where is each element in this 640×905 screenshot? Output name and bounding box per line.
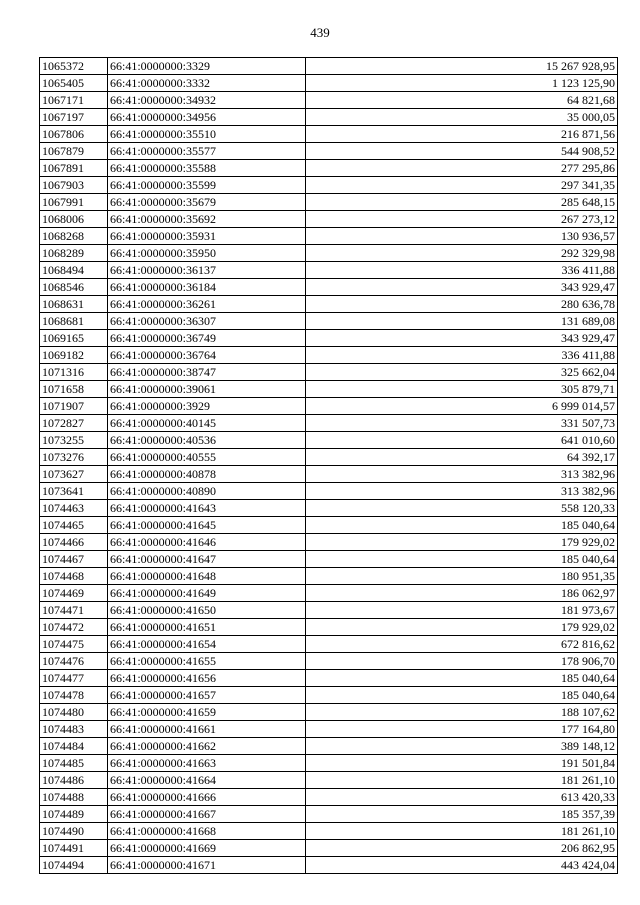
table-row [40, 738, 618, 755]
cadastral-number-cell: 66:41:0000000:40536 [108, 432, 306, 449]
cadastral-number-cell: 66:41:0000000:41656 [108, 670, 306, 687]
value-cell: 558 120,33 [306, 500, 618, 517]
table-row [40, 789, 618, 806]
row-id-cell: 1074467 [40, 551, 108, 568]
value-cell: 131 689,08 [306, 313, 618, 330]
cadastral-number-cell: 66:41:0000000:41671 [108, 857, 306, 874]
table-row [40, 347, 618, 364]
table-row [40, 670, 618, 687]
row-id-cell: 1072827 [40, 415, 108, 432]
row-id-cell: 1074484 [40, 738, 108, 755]
value-cell: 186 062,97 [306, 585, 618, 602]
value-cell: 267 273,12 [306, 211, 618, 228]
cadastral-number-cell: 66:41:0000000:41668 [108, 823, 306, 840]
table-row [40, 228, 618, 245]
row-id-cell: 1074465 [40, 517, 108, 534]
row-id-cell: 1074466 [40, 534, 108, 551]
row-id-cell: 1074463 [40, 500, 108, 517]
table-row [40, 602, 618, 619]
value-cell: 185 040,64 [306, 670, 618, 687]
row-id-cell: 1071316 [40, 364, 108, 381]
value-cell: 6 999 014,57 [306, 398, 618, 415]
table-row [40, 500, 618, 517]
table-row [40, 721, 618, 738]
table-row [40, 398, 618, 415]
value-cell: 185 357,39 [306, 806, 618, 823]
row-id-cell: 1069182 [40, 347, 108, 364]
table-row [40, 245, 618, 262]
value-cell: 280 636,78 [306, 296, 618, 313]
value-cell: 130 936,57 [306, 228, 618, 245]
cadastral-number-cell: 66:41:0000000:41657 [108, 687, 306, 704]
cadastral-number-cell: 66:41:0000000:35599 [108, 177, 306, 194]
page-number: 439 [310, 25, 330, 40]
row-id-cell: 1067991 [40, 194, 108, 211]
cadastral-number-cell: 66:41:0000000:35588 [108, 160, 306, 177]
row-id-cell: 1074475 [40, 636, 108, 653]
cadastral-number-cell: 66:41:0000000:41662 [108, 738, 306, 755]
table-row [40, 755, 618, 772]
cadastral-number-cell: 66:41:0000000:36184 [108, 279, 306, 296]
table-row [40, 636, 618, 653]
table-row [40, 534, 618, 551]
row-id-cell: 1071907 [40, 398, 108, 415]
table-row [40, 92, 618, 109]
cadastral-number-cell: 66:41:0000000:36749 [108, 330, 306, 347]
value-cell: 177 164,80 [306, 721, 618, 738]
cadastral-number-cell: 66:41:0000000:41647 [108, 551, 306, 568]
cadastral-number-cell: 66:41:0000000:41643 [108, 500, 306, 517]
cadastral-value-table [39, 57, 618, 874]
row-id-cell: 1067891 [40, 160, 108, 177]
row-id-cell: 1074476 [40, 653, 108, 670]
cadastral-number-cell: 66:41:0000000:35950 [108, 245, 306, 262]
value-cell: 188 107,62 [306, 704, 618, 721]
table-row [40, 279, 618, 296]
value-cell: 185 040,64 [306, 517, 618, 534]
value-cell: 178 906,70 [306, 653, 618, 670]
table-row [40, 160, 618, 177]
value-cell: 285 648,15 [306, 194, 618, 211]
row-id-cell: 1074480 [40, 704, 108, 721]
value-cell: 297 341,35 [306, 177, 618, 194]
value-cell: 331 507,73 [306, 415, 618, 432]
cadastral-number-cell: 66:41:0000000:41648 [108, 568, 306, 585]
value-cell: 179 929,02 [306, 619, 618, 636]
cadastral-number-cell: 66:41:0000000:41664 [108, 772, 306, 789]
value-cell: 181 261,10 [306, 772, 618, 789]
table-row [40, 857, 618, 874]
row-id-cell: 1074491 [40, 840, 108, 857]
value-cell: 292 329,98 [306, 245, 618, 262]
cadastral-number-cell: 66:41:0000000:41651 [108, 619, 306, 636]
cadastral-number-cell: 66:41:0000000:39061 [108, 381, 306, 398]
cadastral-number-cell: 66:41:0000000:34932 [108, 92, 306, 109]
row-id-cell: 1073641 [40, 483, 108, 500]
table-row [40, 568, 618, 585]
value-cell: 305 879,71 [306, 381, 618, 398]
row-id-cell: 1073276 [40, 449, 108, 466]
table-row [40, 296, 618, 313]
value-cell: 313 382,96 [306, 466, 618, 483]
cadastral-number-cell: 66:41:0000000:35692 [108, 211, 306, 228]
row-id-cell: 1074478 [40, 687, 108, 704]
cadastral-number-cell: 66:41:0000000:35577 [108, 143, 306, 160]
table-row [40, 109, 618, 126]
row-id-cell: 1067903 [40, 177, 108, 194]
table-row [40, 806, 618, 823]
value-cell: 181 973,67 [306, 602, 618, 619]
row-id-cell: 1074490 [40, 823, 108, 840]
row-id-cell: 1074488 [40, 789, 108, 806]
cadastral-number-cell: 66:41:0000000:41659 [108, 704, 306, 721]
cadastral-number-cell: 66:41:0000000:40145 [108, 415, 306, 432]
row-id-cell: 1068494 [40, 262, 108, 279]
cadastral-number-cell: 66:41:0000000:35679 [108, 194, 306, 211]
cadastral-number-cell: 66:41:0000000:36764 [108, 347, 306, 364]
table-row [40, 330, 618, 347]
row-id-cell: 1073627 [40, 466, 108, 483]
cadastral-number-cell: 66:41:0000000:41666 [108, 789, 306, 806]
value-cell: 672 816,62 [306, 636, 618, 653]
table-row [40, 704, 618, 721]
row-id-cell: 1067171 [40, 92, 108, 109]
table-row [40, 432, 618, 449]
cadastral-number-cell: 66:41:0000000:40555 [108, 449, 306, 466]
value-cell: 216 871,56 [306, 126, 618, 143]
table-row [40, 58, 618, 75]
value-cell: 336 411,88 [306, 262, 618, 279]
cadastral-number-cell: 66:41:0000000:41655 [108, 653, 306, 670]
cadastral-number-cell: 66:41:0000000:36137 [108, 262, 306, 279]
table-row [40, 126, 618, 143]
table-row [40, 75, 618, 92]
table-row [40, 483, 618, 500]
row-id-cell: 1071658 [40, 381, 108, 398]
table-row [40, 772, 618, 789]
row-id-cell: 1068681 [40, 313, 108, 330]
row-id-cell: 1068289 [40, 245, 108, 262]
value-cell: 35 000,05 [306, 109, 618, 126]
row-id-cell: 1074483 [40, 721, 108, 738]
cadastral-number-cell: 66:41:0000000:41661 [108, 721, 306, 738]
table-row [40, 585, 618, 602]
cadastral-number-cell: 66:41:0000000:41654 [108, 636, 306, 653]
cadastral-number-cell: 66:41:0000000:3929 [108, 398, 306, 415]
value-cell: 313 382,96 [306, 483, 618, 500]
row-id-cell: 1074472 [40, 619, 108, 636]
table-row [40, 364, 618, 381]
cadastral-number-cell: 66:41:0000000:41650 [108, 602, 306, 619]
row-id-cell: 1074494 [40, 857, 108, 874]
row-id-cell: 1068268 [40, 228, 108, 245]
row-id-cell: 1067879 [40, 143, 108, 160]
table-row [40, 466, 618, 483]
cadastral-number-cell: 66:41:0000000:3332 [108, 75, 306, 92]
row-id-cell: 1074486 [40, 772, 108, 789]
value-cell: 179 929,02 [306, 534, 618, 551]
row-id-cell: 1067197 [40, 109, 108, 126]
cadastral-number-cell: 66:41:0000000:36307 [108, 313, 306, 330]
table-row [40, 619, 618, 636]
value-cell: 185 040,64 [306, 687, 618, 704]
cadastral-number-cell: 66:41:0000000:41669 [108, 840, 306, 857]
value-cell: 277 295,86 [306, 160, 618, 177]
value-cell: 443 424,04 [306, 857, 618, 874]
cadastral-number-cell: 66:41:0000000:35510 [108, 126, 306, 143]
row-id-cell: 1069165 [40, 330, 108, 347]
table-row [40, 653, 618, 670]
value-cell: 185 040,64 [306, 551, 618, 568]
cadastral-number-cell: 66:41:0000000:41667 [108, 806, 306, 823]
value-cell: 544 908,52 [306, 143, 618, 160]
value-cell: 1 123 125,90 [306, 75, 618, 92]
table-row [40, 551, 618, 568]
cadastral-number-cell: 66:41:0000000:38747 [108, 364, 306, 381]
row-id-cell: 1074485 [40, 755, 108, 772]
cadastral-number-cell: 66:41:0000000:36261 [108, 296, 306, 313]
cadastral-number-cell: 66:41:0000000:35931 [108, 228, 306, 245]
row-id-cell: 1065372 [40, 58, 108, 75]
value-cell: 64 392,17 [306, 449, 618, 466]
row-id-cell: 1068006 [40, 211, 108, 228]
table-row [40, 143, 618, 160]
table-row [40, 211, 618, 228]
cadastral-number-cell: 66:41:0000000:3329 [108, 58, 306, 75]
table-row [40, 415, 618, 432]
table-body [40, 58, 618, 874]
value-cell: 206 862,95 [306, 840, 618, 857]
row-id-cell: 1067806 [40, 126, 108, 143]
table-row [40, 687, 618, 704]
cadastral-number-cell: 66:41:0000000:41645 [108, 517, 306, 534]
value-cell: 180 951,35 [306, 568, 618, 585]
row-id-cell: 1074468 [40, 568, 108, 585]
row-id-cell: 1074489 [40, 806, 108, 823]
cadastral-number-cell: 66:41:0000000:40878 [108, 466, 306, 483]
value-cell: 343 929,47 [306, 330, 618, 347]
value-cell: 641 010,60 [306, 432, 618, 449]
value-cell: 389 148,12 [306, 738, 618, 755]
table-row [40, 381, 618, 398]
row-id-cell: 1068546 [40, 279, 108, 296]
table-row [40, 262, 618, 279]
value-cell: 336 411,88 [306, 347, 618, 364]
table-row [40, 840, 618, 857]
cadastral-number-cell: 66:41:0000000:40890 [108, 483, 306, 500]
table-row [40, 177, 618, 194]
table-row [40, 194, 618, 211]
table-row [40, 517, 618, 534]
value-cell: 64 821,68 [306, 92, 618, 109]
value-cell: 15 267 928,95 [306, 58, 618, 75]
cadastral-number-cell: 66:41:0000000:41646 [108, 534, 306, 551]
value-cell: 191 501,84 [306, 755, 618, 772]
row-id-cell: 1068631 [40, 296, 108, 313]
value-cell: 343 929,47 [306, 279, 618, 296]
value-cell: 325 662,04 [306, 364, 618, 381]
value-cell: 181 261,10 [306, 823, 618, 840]
row-id-cell: 1074471 [40, 602, 108, 619]
cadastral-number-cell: 66:41:0000000:41649 [108, 585, 306, 602]
cadastral-number-cell: 66:41:0000000:34956 [108, 109, 306, 126]
row-id-cell: 1073255 [40, 432, 108, 449]
cadastral-number-cell: 66:41:0000000:41663 [108, 755, 306, 772]
table-row [40, 823, 618, 840]
row-id-cell: 1074469 [40, 585, 108, 602]
table-row [40, 449, 618, 466]
row-id-cell: 1074477 [40, 670, 108, 687]
row-id-cell: 1065405 [40, 75, 108, 92]
table-row [40, 313, 618, 330]
value-cell: 613 420,33 [306, 789, 618, 806]
